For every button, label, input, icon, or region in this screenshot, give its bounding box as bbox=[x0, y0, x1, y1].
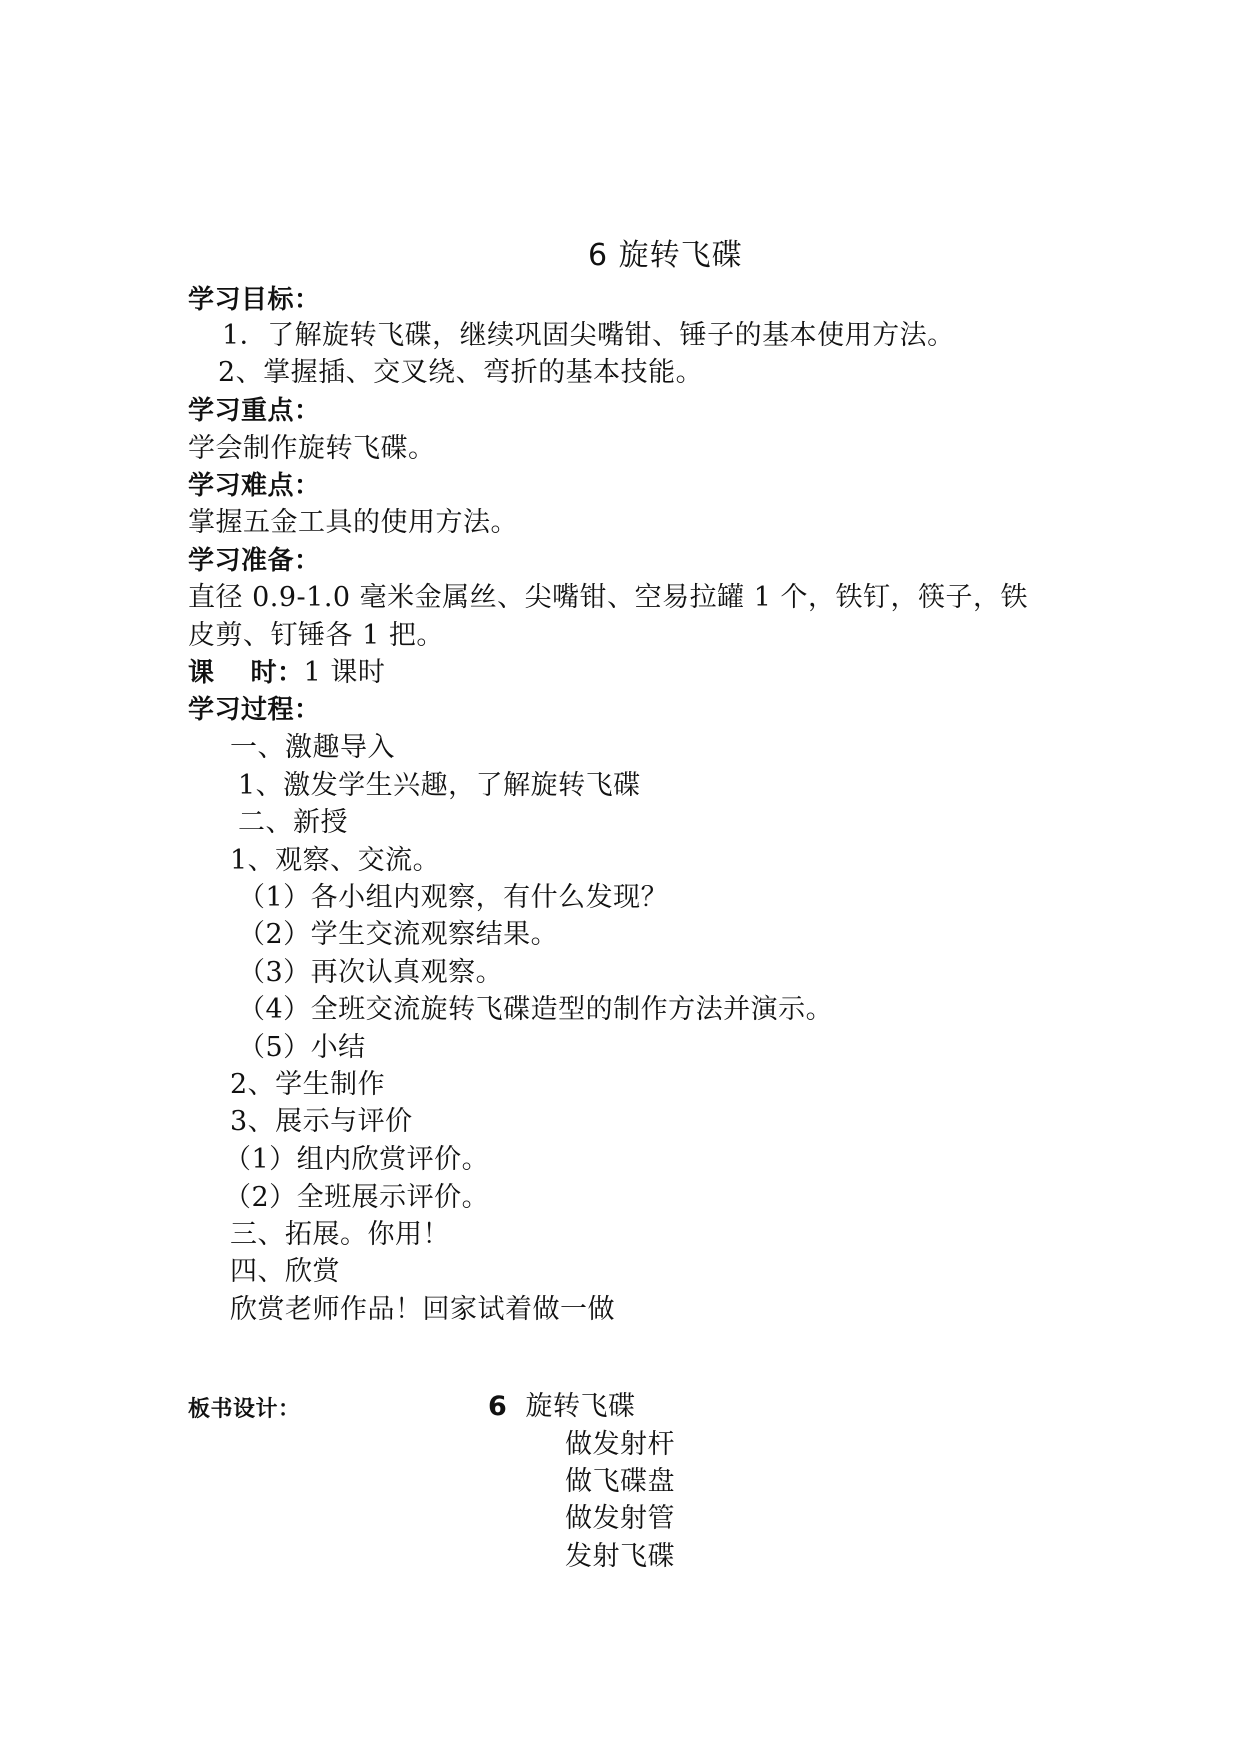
key-points-heading: 学习重点： bbox=[188, 396, 321, 426]
process-line: 3、展示与评价 bbox=[230, 1106, 413, 1137]
board-design-title-row bbox=[488, 1389, 635, 1425]
board-design-number: 6 bbox=[488, 1391, 508, 1422]
process-line: （2）全班展示评价。 bbox=[224, 1182, 490, 1213]
process-line: （4）全班交流旋转飞碟造型的制作方法并演示。 bbox=[238, 994, 834, 1025]
board-design-step: 发射飞碟 bbox=[565, 1541, 675, 1572]
key-points-text: 学会制作旋转飞碟。 bbox=[188, 433, 436, 464]
process-line: （1）各小组内观察，有什么发现？ bbox=[238, 882, 669, 913]
process-line: 欣赏老师作品！回家试着做一做 bbox=[230, 1294, 615, 1325]
process-line: （1）组内欣赏评价。 bbox=[224, 1144, 490, 1175]
difficulties-heading: 学习难点： bbox=[188, 471, 321, 501]
board-design-step: 做飞碟盘 bbox=[565, 1466, 675, 1497]
board-design-step: 做发射杆 bbox=[565, 1429, 675, 1460]
board-design-label: 板书设计： bbox=[188, 1397, 301, 1422]
process-line: 四、欣赏 bbox=[230, 1256, 340, 1287]
process-line: 二、新授 bbox=[238, 807, 348, 838]
process-line: （3）再次认真观察。 bbox=[238, 957, 504, 988]
board-design-step: 做发射管 bbox=[565, 1503, 675, 1534]
board-design-title: 旋转飞碟 bbox=[525, 1391, 636, 1422]
objectives-heading: 学习目标： bbox=[188, 285, 321, 315]
duration-row bbox=[188, 655, 385, 691]
process-line: 1、观察、交流。 bbox=[230, 845, 441, 876]
preparation-line-1: 直径 0.9-1.0 毫米金属丝、尖嘴钳、空易拉罐 1 个，铁钉，筷子，铁 bbox=[188, 582, 1029, 613]
process-line: 三、拓展。你用！ bbox=[230, 1219, 450, 1250]
process-line: （2）学生交流观察结果。 bbox=[238, 919, 559, 950]
objective-item-1: 1．了解旋转飞碟，继续巩固尖嘴钳、锤子的基本使用方法。 bbox=[222, 320, 955, 351]
process-heading: 学习过程： bbox=[188, 695, 321, 725]
page-title: 6 旋转飞碟 bbox=[588, 238, 743, 273]
preparation-line-2: 皮剪、钉锤各 1 把。 bbox=[188, 620, 444, 651]
difficulties-text: 掌握五金工具的使用方法。 bbox=[188, 507, 518, 538]
duration-label: 课 时： bbox=[188, 658, 304, 688]
duration-value: 1 课时 bbox=[303, 657, 386, 688]
process-line: 2、学生制作 bbox=[230, 1069, 386, 1100]
process-line: 1、激发学生兴趣，了解旋转飞碟 bbox=[238, 770, 641, 801]
objective-item-2: 2、掌握插、交叉绕、弯折的基本技能。 bbox=[218, 357, 704, 388]
preparation-heading: 学习准备： bbox=[188, 546, 321, 576]
process-line: 一、激趣导入 bbox=[230, 732, 395, 763]
process-line: （5）小结 bbox=[238, 1032, 366, 1063]
